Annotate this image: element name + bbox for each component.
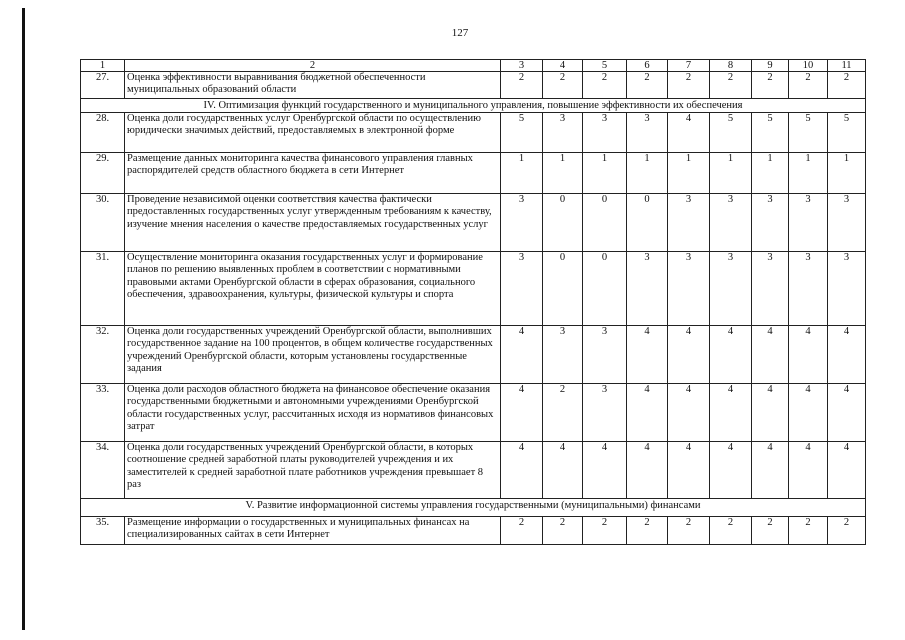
score-cell: 4 [668,326,710,384]
score-cell: 4 [828,326,866,384]
row-number: 34. [81,442,125,499]
score-cell: 0 [543,252,583,326]
score-cell: 2 [543,384,583,442]
score-cell: 3 [668,252,710,326]
score-cell: 0 [543,194,583,252]
score-cell: 3 [789,194,828,252]
score-cell: 5 [710,113,752,153]
table-row [81,72,866,99]
column-header: 5 [583,60,627,72]
indicator-description: Проведение независимой оценки соответствия качества фактически предоставленных государственных услуг утвержденным требованиям к качеству, изучение мнения населения о качестве предоставляемых государственных услуг [125,194,501,252]
binding-edge-line [22,8,25,630]
score-cell: 3 [543,113,583,153]
indicator-description: Оценка доли государственных услуг Оренбургской области по осуществлению юридически значимых действий, предоставляемых в электронной форме [125,113,501,153]
score-cell: 4 [828,442,866,499]
score-cell: 4 [828,384,866,442]
indicator-description: Оценка доли государственных учреждений Оренбургской области, выполнивших государственное задание на 100 процентов, в общем количестве государственных учреждений Оренбургской области, которым установлены государственные задания [125,326,501,384]
column-header: 7 [668,60,710,72]
score-cell: 3 [752,252,789,326]
score-cell: 3 [710,252,752,326]
score-cell: 2 [668,72,710,99]
column-header: 10 [789,60,828,72]
score-cell: 1 [543,153,583,194]
score-cell: 3 [789,252,828,326]
table-row [81,517,866,545]
score-cell: 5 [789,113,828,153]
section-heading: IV. Оптимизация функций государственного и муниципального управления, повышение эффективности их обеспечения [81,99,866,113]
score-cell: 1 [710,153,752,194]
score-cell: 4 [543,442,583,499]
indicator-description: Оценка эффективности выравнивания бюджетной обеспеченности муниципальных образований области [125,72,501,99]
score-cell: 4 [627,326,668,384]
score-cell: 2 [543,72,583,99]
table-row [81,113,866,153]
column-header: 3 [501,60,543,72]
table-row [81,326,866,384]
score-cell: 3 [752,194,789,252]
indicator-description: Размещение информации о государственных и муниципальных финансах на специализированных сайтах в сети Интернет [125,517,501,545]
score-cell: 5 [501,113,543,153]
score-cell: 2 [710,72,752,99]
score-cell: 1 [583,153,627,194]
row-number: 32. [81,326,125,384]
score-cell: 2 [543,517,583,545]
score-cell: 2 [627,517,668,545]
score-cell: 3 [828,252,866,326]
score-cell: 3 [583,113,627,153]
column-header: 2 [125,60,501,72]
score-cell: 4 [627,442,668,499]
score-cell: 5 [828,113,866,153]
indicator-table [80,59,866,545]
score-cell: 4 [752,442,789,499]
score-cell: 2 [789,72,828,99]
score-cell: 2 [501,72,543,99]
score-cell: 3 [627,252,668,326]
table-row [81,194,866,252]
table-header-row [81,60,866,72]
row-number: 31. [81,252,125,326]
score-cell: 5 [752,113,789,153]
page-number: 127 [451,27,469,39]
score-cell: 2 [789,517,828,545]
score-cell: 2 [752,517,789,545]
score-cell: 2 [668,517,710,545]
score-cell: 3 [543,326,583,384]
score-cell: 1 [627,153,668,194]
score-cell: 4 [501,384,543,442]
section-heading-row [81,99,866,113]
score-cell: 4 [627,384,668,442]
score-cell: 3 [501,194,543,252]
table-row [81,153,866,194]
score-cell: 4 [789,384,828,442]
score-cell: 3 [828,194,866,252]
score-cell: 4 [710,326,752,384]
score-cell: 3 [710,194,752,252]
score-cell: 2 [828,72,866,99]
score-cell: 3 [627,113,668,153]
score-cell: 4 [668,442,710,499]
row-number: 28. [81,113,125,153]
score-cell: 4 [789,326,828,384]
score-cell: 2 [710,517,752,545]
score-cell: 0 [627,194,668,252]
column-header: 6 [627,60,668,72]
row-number: 35. [81,517,125,545]
indicator-description: Оценка доли расходов областного бюджета на финансовое обеспечение оказания государственными бюджетными и автономными учреждениями Оренбургской области государственных услуг, рассчитанных исходя из нормативов финансовых затрат [125,384,501,442]
score-cell: 4 [710,384,752,442]
row-number: 27. [81,72,125,99]
score-cell: 2 [583,517,627,545]
score-cell: 3 [668,194,710,252]
score-cell: 4 [668,113,710,153]
table-row [81,442,866,499]
score-cell: 1 [828,153,866,194]
row-number: 33. [81,384,125,442]
indicator-description: Осуществление мониторинга оказания государственных услуг и формирование планов по решению выявленных проблем в соответствии с нормативными правовыми актами Оренбургской области в сферах образования, социального обеспечения, здравоохранения, культуры, физической культуры и спорта [125,252,501,326]
score-cell: 2 [583,72,627,99]
score-cell: 3 [583,384,627,442]
score-cell: 4 [752,384,789,442]
column-header: 9 [752,60,789,72]
score-cell: 1 [752,153,789,194]
section-heading-row [81,499,866,517]
column-header: 4 [543,60,583,72]
row-number: 30. [81,194,125,252]
score-cell: 2 [828,517,866,545]
score-cell: 0 [583,252,627,326]
score-cell: 4 [501,442,543,499]
score-cell: 4 [789,442,828,499]
score-cell: 0 [583,194,627,252]
indicator-description: Размещение данных мониторинга качества финансового управления главных распорядителей средств областного бюджета в сети Интернет [125,153,501,194]
score-cell: 4 [752,326,789,384]
score-cell: 3 [583,326,627,384]
score-cell: 2 [752,72,789,99]
score-cell: 1 [789,153,828,194]
score-cell: 1 [501,153,543,194]
score-cell: 3 [501,252,543,326]
table-row [81,384,866,442]
column-header: 11 [828,60,866,72]
column-header: 8 [710,60,752,72]
score-cell: 2 [627,72,668,99]
score-cell: 2 [501,517,543,545]
indicator-description: Оценка доли государственных учреждений Оренбургской области, в которых соотношение средней заработной платы руководителей учреждения и их заместителей к средней заработной плате работников учреждения превышает 8 раз [125,442,501,499]
row-number: 29. [81,153,125,194]
score-cell: 4 [583,442,627,499]
score-cell: 4 [710,442,752,499]
section-heading: V. Развитие информационной системы управления государственными (муниципальными) финансами [81,499,866,517]
score-cell: 4 [668,384,710,442]
score-cell: 4 [501,326,543,384]
score-cell: 1 [668,153,710,194]
column-header: 1 [81,60,125,72]
table-row [81,252,866,326]
